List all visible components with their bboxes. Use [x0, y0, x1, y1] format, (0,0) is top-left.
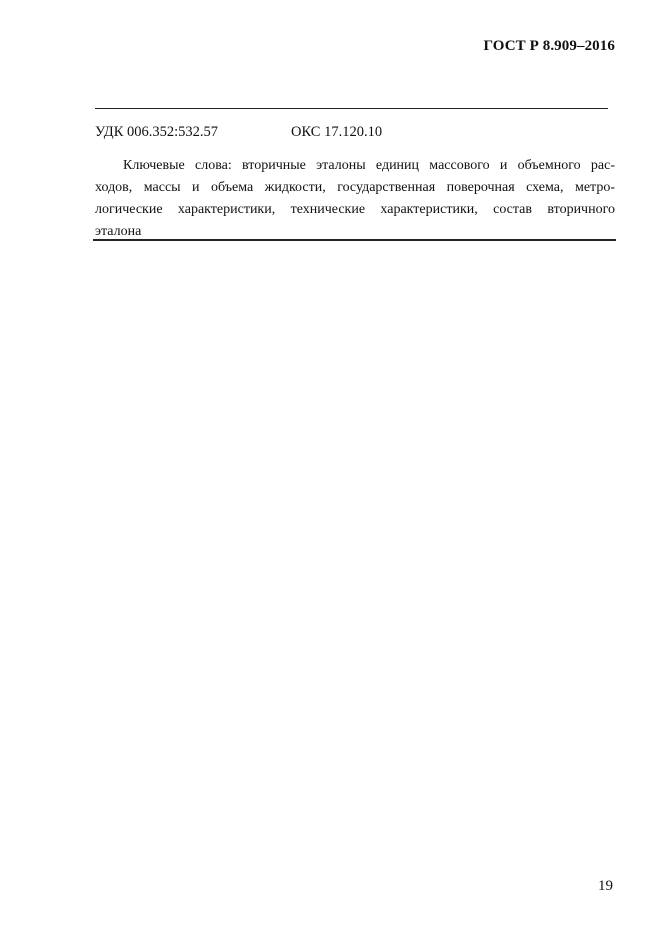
oks-code: ОКС 17.120.10	[291, 124, 383, 140]
page-number: 19	[598, 878, 613, 894]
keywords-line: логические характеристики, технические характеристики, состав вторичного	[95, 202, 615, 217]
udk-code: УДК 006.352:532.57	[95, 124, 219, 140]
keywords-line: эталона	[95, 224, 142, 239]
document-code: ГОСТ Р 8.909–2016	[483, 38, 615, 54]
keywords-line: Ключевые слова: вторичные эталоны единиц массового и объемного рас-	[123, 158, 615, 173]
classification-line	[95, 124, 382, 141]
bottom-divider	[93, 239, 616, 241]
keywords-line: ходов, массы и объема жидкости, государственная поверочная схема, метро-	[95, 180, 615, 195]
top-divider	[95, 108, 608, 109]
keywords-paragraph	[95, 155, 615, 243]
